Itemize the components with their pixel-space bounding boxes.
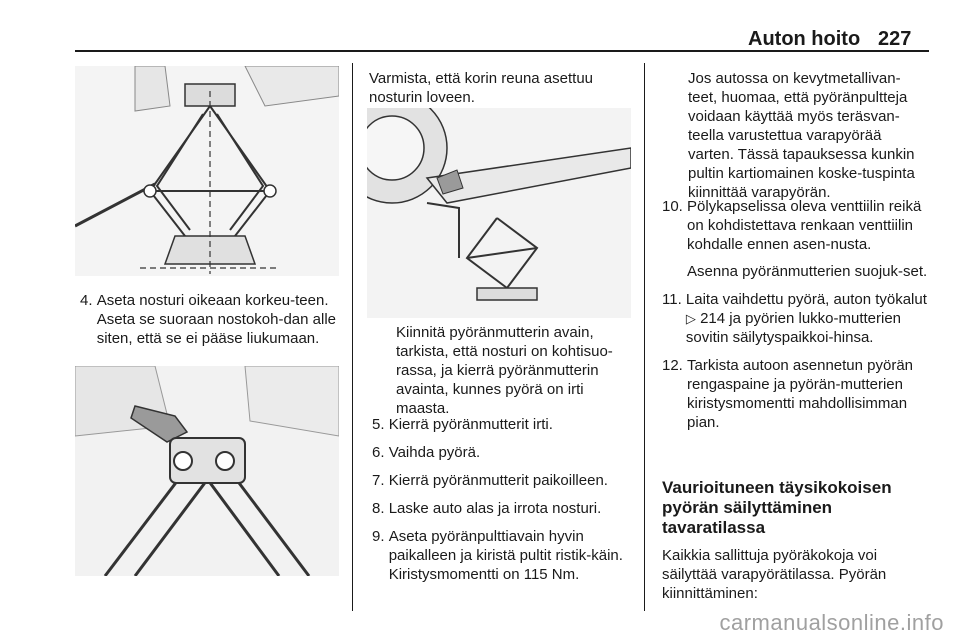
- step-number: 8.: [372, 500, 389, 517]
- jack-head-detail-illustration: [75, 366, 339, 576]
- watermark: carmanualsonline.info: [719, 610, 944, 635]
- step-number: 6.: [372, 444, 389, 461]
- header-divider: [75, 50, 929, 52]
- section-text: Kaikkia sallittuja pyöräkokoja voi säilyttää varapyörätilassa. Pyörän kiinnittäminen:: [662, 547, 887, 602]
- jack-caption-text: Kiinnitä pyöränmutterin avain, tarkista, että nosturi on kohtisuo-rassa, ja kierrä pyöränmutterin avainta, kunnes pyörä on irti maasta.: [396, 324, 613, 417]
- step-12: [662, 356, 928, 432]
- step-number: 5.: [372, 416, 389, 433]
- step-text: Laita vaihdettu pyörä, auton työkalut: [685, 291, 927, 308]
- page-number: 227: [878, 28, 912, 50]
- step-text: ja pyörien lukko-mutterien sovitin säilytyspaikkoi-hinsa.: [685, 310, 902, 346]
- step-text: Vaihda pyörä.: [388, 444, 481, 461]
- step-8: [372, 499, 642, 518]
- step-number: 9.: [372, 528, 389, 545]
- step-9: [372, 527, 642, 584]
- column-divider-left: [352, 63, 353, 611]
- step-number: 12.: [662, 357, 688, 374]
- step-text: Laske auto alas ja irrota nosturi.: [388, 500, 602, 517]
- step-subtext: Asenna pyöränmutterien suojuk-set.: [687, 263, 928, 280]
- step-text: Pölykapselissa oleva venttiilin reikä on kohdistettava renkaan venttiilin kohdalle ennen asen-nusta.: [687, 198, 922, 253]
- step-11: [662, 290, 928, 347]
- section-title: Auton hoito: [748, 28, 861, 50]
- step-text: Kierrä pyöränmutterit irti.: [388, 416, 553, 433]
- step-text-block: [687, 197, 928, 281]
- right-steps: [662, 197, 928, 441]
- step-text-block: [686, 290, 928, 347]
- page-reference-link[interactable]: 214: [700, 310, 726, 327]
- step-6: [372, 443, 642, 462]
- step-number: 7.: [372, 472, 389, 489]
- step-text: Kierrä pyöränmutterit paikoilleen.: [388, 472, 608, 489]
- section-heading: Vaurioituneen täysikokoisen pyörän säilyttäminen tavaratilassa: [662, 478, 892, 537]
- column-divider-right: [644, 63, 645, 611]
- page-reference-icon: ▷: [685, 311, 696, 326]
- jack-placement-illustration: [367, 108, 631, 318]
- scissor-jack-illustration: [75, 66, 339, 276]
- alloy-wheel-note: Jos autossa on kevytmetallivan-teet, huomaa, että pyöränpultteja voidaan käyttää myös teräsvan-teella varustettua varapyörää varten. Tässä tapauksessa kunkin pultin kartiomainen koske-tuspinta kiinnittää varapyörän.: [688, 70, 915, 201]
- step-5: [372, 415, 642, 434]
- left-steps: [80, 291, 342, 357]
- step-4: [80, 291, 342, 348]
- step-text: Aseta pyöränpulttiavain hyvin paikalleen ja kiristä pultit ristik-käin. Kiristysmomentti on 115 Nm.: [388, 528, 623, 583]
- step-7: [372, 471, 642, 490]
- step-number: 11.: [662, 291, 686, 308]
- step-number: 10.: [662, 198, 688, 215]
- step-text: Tarkista autoon asennetun pyörän rengaspaine ja pyörän-mutterien kiristysmomentti mahdollisimman pian.: [687, 357, 914, 431]
- jack-intro-text: Varmista, että korin reuna asettuu nosturin loveen.: [369, 70, 594, 106]
- middle-steps: [372, 415, 642, 593]
- step-number: 4.: [80, 292, 97, 309]
- step-10: [662, 197, 928, 281]
- step-text: Aseta nosturi oikeaan korkeu-teen. Aseta se suoraan nostokoh-dan alle siten, että se ei pääse liukumaan.: [96, 292, 337, 347]
